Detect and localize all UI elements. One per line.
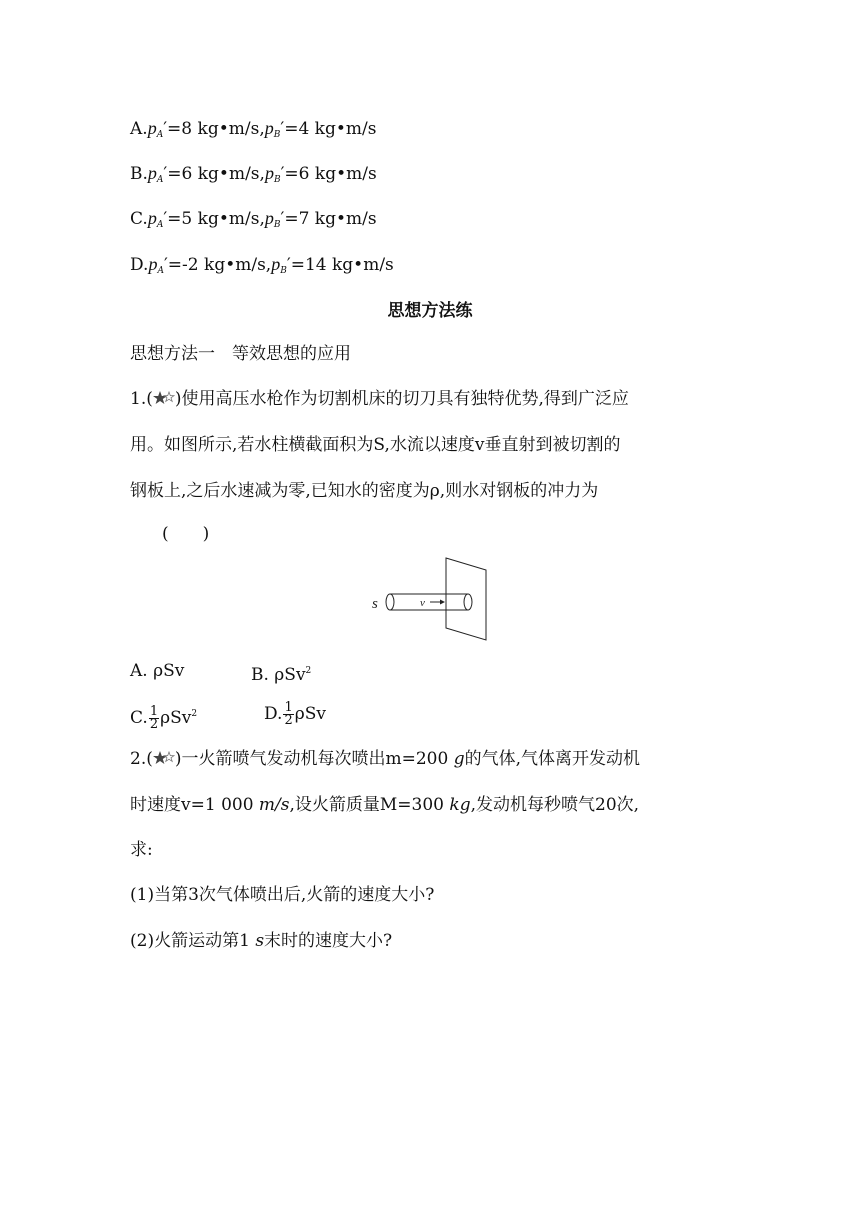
q1-option-d: D. $\frac{1}{2}$ ρSv (264, 700, 326, 728)
q1-option-b: B. ρSv$^2$ (251, 665, 312, 685)
label-s: s (372, 596, 378, 612)
option-d-prev: $D.p_A'=-2$ $kg•m/s,p_B'=14$ kg•m/s (130, 254, 394, 276)
q2-subquestion-1: (1)当第3次气体喷出后,火箭的速度大小? (130, 885, 435, 905)
option-a-prev: $A.p_A'=8$ $kg•m/s,p_B'=4$ kg•m/s (130, 118, 377, 140)
fraction-half: $\frac{1}{2}$ (149, 704, 159, 732)
q1-option-a: A. ρSv (130, 661, 185, 681)
q2-line3: 求: (130, 840, 153, 860)
water-jet-figure (370, 556, 492, 642)
q1-line3: 钢板上,之后水速减为零,已知水的密度为ρ,则水对钢板的冲力为 (130, 481, 599, 501)
label-v: v (420, 597, 425, 609)
option-b-prev: $B.p_A'=6$ $kg•m/s,p_B'=6$ kg•m/s (130, 163, 377, 185)
section-title: 思想方法练 (387, 301, 473, 321)
q1-answer-blank: ( ) (162, 524, 210, 544)
fraction-half: $\frac{1}{2}$ (284, 700, 293, 728)
q1-line1: 1.( )使用高压水枪作为切割机床的切刀具有独特优势,得到广泛应 (130, 389, 629, 409)
q2-line2: 时速度v=1 000 m/s,设火箭质量M=300 kg,发动机每秒喷气20次, (130, 795, 640, 815)
jet-cross-section (386, 594, 394, 610)
q2-line1: 2.( )一火箭喷气发动机每次喷出m=200 g的气体,气体离开发动机 (130, 749, 641, 769)
method-heading: 思想方法一 等效思想的应用 (130, 344, 351, 364)
option-c-prev: $C.p_A'=5$ $kg•m/s,p_B'=7$ kg•m/s (130, 208, 377, 230)
difficulty-star-icon (153, 390, 175, 406)
difficulty-star-icon (153, 750, 175, 766)
q1-line2: 用。如图所示,若水柱横截面积为S,水流以速度v垂直射到被切割的 (130, 435, 621, 455)
q2-subquestion-2: (2)火箭运动第1 s末时的速度大小? (130, 931, 393, 951)
q1-option-c: C. $\frac{1}{2}$ ρSv$^2$ (130, 704, 198, 732)
